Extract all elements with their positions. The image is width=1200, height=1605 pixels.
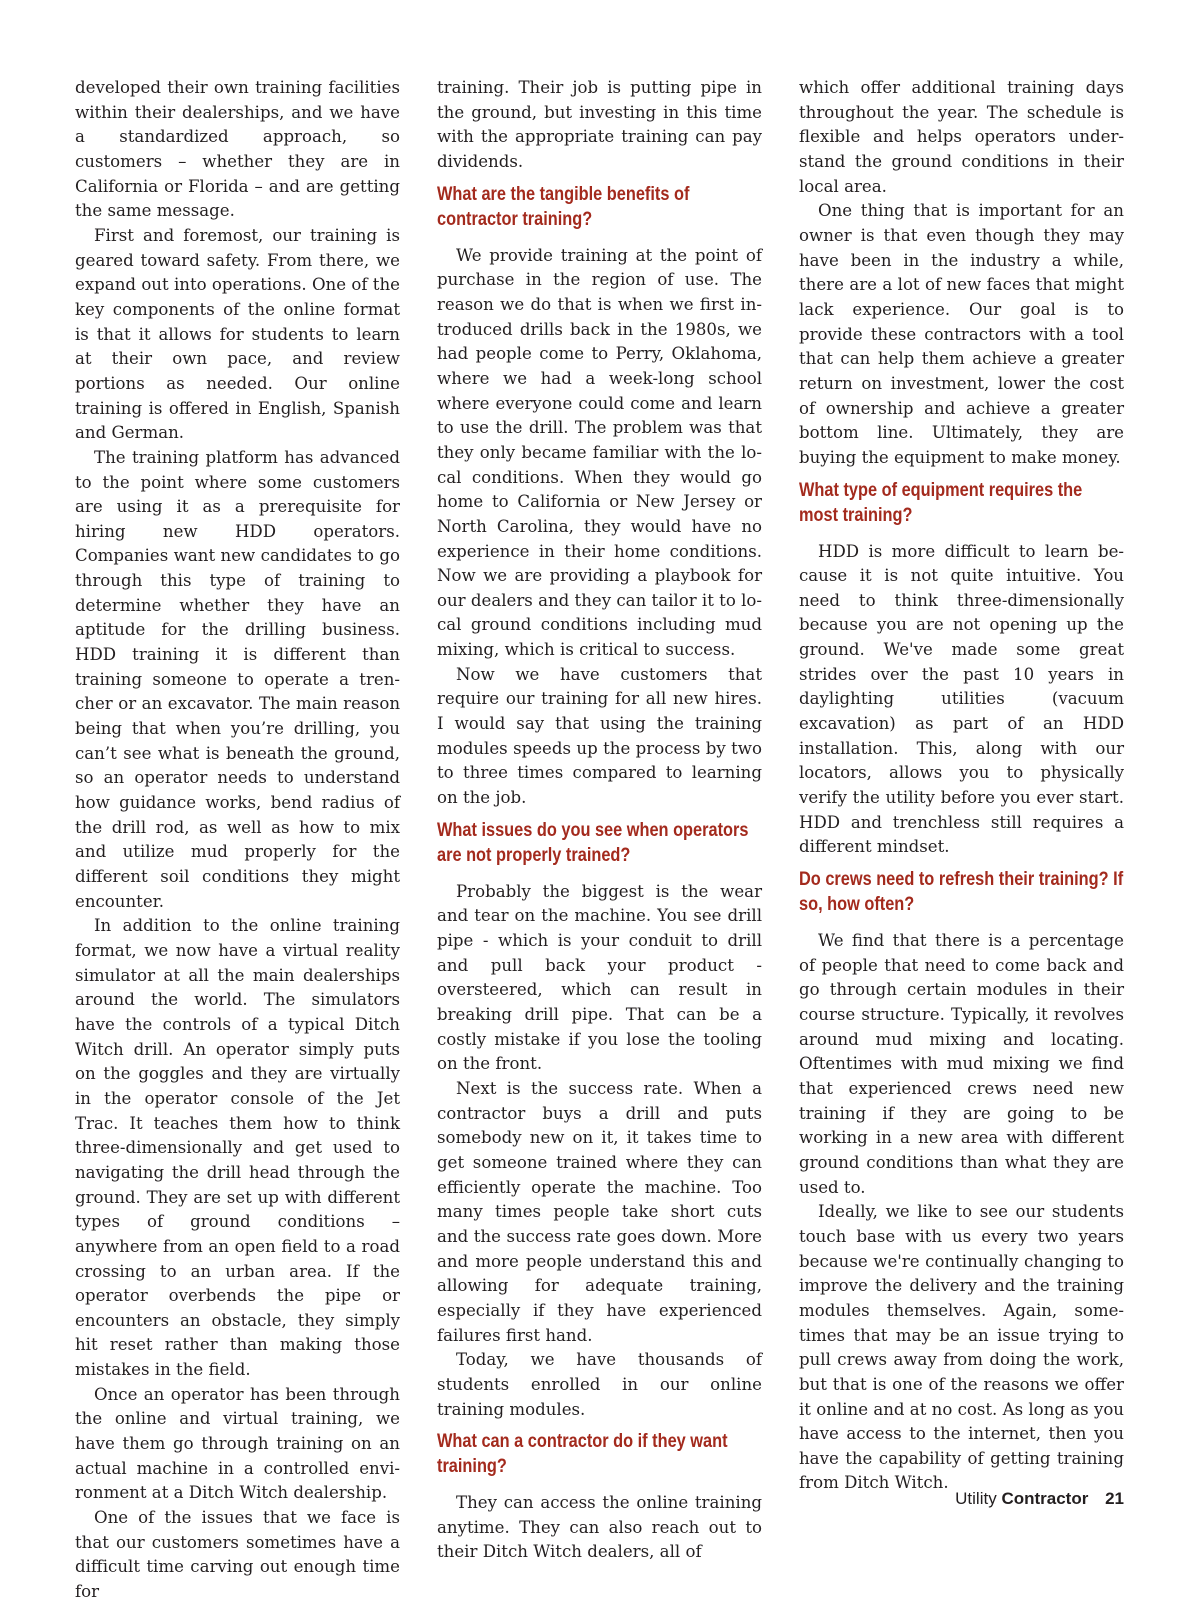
body-paragraph: They can access the online training anytime. They can also reach out to their Ditch Witch dealers, all of — [437, 1493, 762, 1562]
footer-brand-regular: Utility — [955, 1489, 997, 1508]
body-paragraph: Once an operator has been through the online and virtual training, we have them go through training on an actual machine in a controlled environment at a Ditch Witch dealership. — [75, 1384, 400, 1503]
body-paragraph: Now we have customers that require our training for all new hires. I would say that using the training modules speeds up the process by two to three times compared to learning on the job. — [437, 664, 762, 808]
section-heading: What can a contractor do if they want training? — [437, 1431, 728, 1478]
body-paragraph: We find that there is a percentage of people that need to come back and go through certain modules in their course structure. Typically, it revolves around mud mixing and locating. Oftentimes with mud mixing we find that experienced crews need new training if they are going to be working in a new area with different ground conditions than what they are used to. — [799, 931, 1124, 1197]
body-paragraph: Next is the success rate. When a contractor buys a drill and puts somebody new on it, it takes time to get someone trained where they can efficiently operate the machine. Too many times people take short cuts and the success rate goes down. More and more people understand this and allowing for adequate training, especially if they have experienced failures first hand. — [437, 1078, 762, 1345]
body-paragraph: Today, we have thousands of students enrolled in our online training modules. — [437, 1350, 762, 1419]
article-column-1 — [75, 76, 400, 1605]
body-paragraph: We provide training at the point of purchase in the region of use. The reason we do that is when we first introduced drills back in the 1980s, we had people come to Perry, Oklahoma, where we had a week-long school where everyone could come and learn to use the drill. The problem was that they only became familiar with the local conditions. When they would go home to California or New Jersey or North Carolina, they would have no experience in their home conditions. Now we are providing a playbook for our dealers and they can tailor it to local ground conditions including mud mixing, which is critical to success. — [437, 245, 762, 660]
section-heading: What type of equipment requires the most training? — [799, 479, 1083, 526]
section-heading: What issues do you see when operators are not properly trained? — [437, 819, 749, 866]
footer-brand-bold: Contractor — [1001, 1489, 1089, 1508]
article-column-2 — [437, 76, 762, 1565]
page-number: 21 — [1105, 1489, 1124, 1508]
body-paragraph: One of the issues that we face is that our customers sometimes have a difficult time carving out enough time for — [75, 1508, 400, 1602]
body-paragraph: In addition to the online training format, we now have a virtual reality simulator at all the main dealerships around the world. The simulators have the controls of a typical Ditch Witch drill. An operator simply puts on the goggles and they are virtually in the operator console of the Jet Trac. It teaches them how to think three-dimensionally and get used to navigating the drill head through the ground. They are set up with different types of ground conditions – anywhere from an open field to a road crossing to an urban area. If the operator overbends the pipe or encounters an obstacle, they simply hit reset rather than making those mistakes in the field. — [75, 916, 400, 1380]
body-paragraph: First and foremost, our training is geared toward safety. From there, we expand out into operations. One of the key components of the online format is that it allows for students to learn at their own pace, and review portions as needed. Our online training is offered in English, Spanish and German. — [75, 225, 400, 443]
page-footer — [955, 1489, 1124, 1509]
body-paragraph: which offer additional training days throughout the year. The schedule is flexible and helps operators understand the ground conditions in their local area. — [799, 78, 1124, 196]
body-paragraph: Probably the biggest is the wear and tear on the machine. You see drill pipe - which is your conduit to drill and pull back your product - oversteered, which can result in breaking drill pipe. That can be a costly mistake if you lose the tooling on the front. — [437, 881, 762, 1074]
section-heading: What are the tangible benefits of contractor training? — [437, 183, 690, 230]
body-paragraph: HDD is more difficult to learn because it is not quite intuitive. You need to think three-dimensionally because you are not opening up the ground. We've made some great strides over the past 10 years in daylighting utilities (vacuum excavation) as part of an HDD installation. This, along with our locators, allows you to physically verify the utility before you ever start. HDD and trenchless still requires a different mindset. — [799, 541, 1124, 857]
body-paragraph: One thing that is important for an owner is that even though they may have been in the industry a while, there are a lot of new faces that might lack experience. Our goal is to provide these contractors with a tool that can help them achieve a greater return on investment, lower the cost of ownership and achieve a greater bottom line. Ultimately, they are buying the equipment to make money. — [799, 201, 1124, 467]
body-paragraph: Ideally, we like to see our students touch base with us every two years because we're continually changing to improve the delivery and the training modules themselves. Again, sometimes that may be an issue trying to pull crews away from doing the work, but that is one of the reasons we offer it online and at no cost. As long as you have access to the internet, then you have the capability of getting training from Ditch Witch. — [799, 1202, 1124, 1493]
body-paragraph: The training platform has advanced to the point where some customers are using it as a prerequisite for hiring new HDD operators. Companies want new candidates to go through this type of training to determine whether they have an aptitude for the drilling business. HDD training it is different than training someone to operate a trencher or an excavator. The main reason being that when you’re drilling, you can’t see what is beneath the ground, so an operator needs to understand how guidance works, bend radius of the drill rod, as well as how to mix and utilize mud properly for the different soil conditions they might encounter. — [75, 447, 400, 911]
body-paragraph: training. Their job is putting pipe in the ground, but investing in this time with the appropriate training can pay dividends. — [437, 78, 762, 171]
article-column-3 — [799, 76, 1124, 1496]
section-heading: Do crews need to refresh their training? If so, how often? — [799, 869, 1124, 916]
body-paragraph: developed their own training facilities within their dealerships, and we have a standardized approach, so customers – whether they are in California or Florida – and are getting the same message. — [75, 78, 400, 221]
